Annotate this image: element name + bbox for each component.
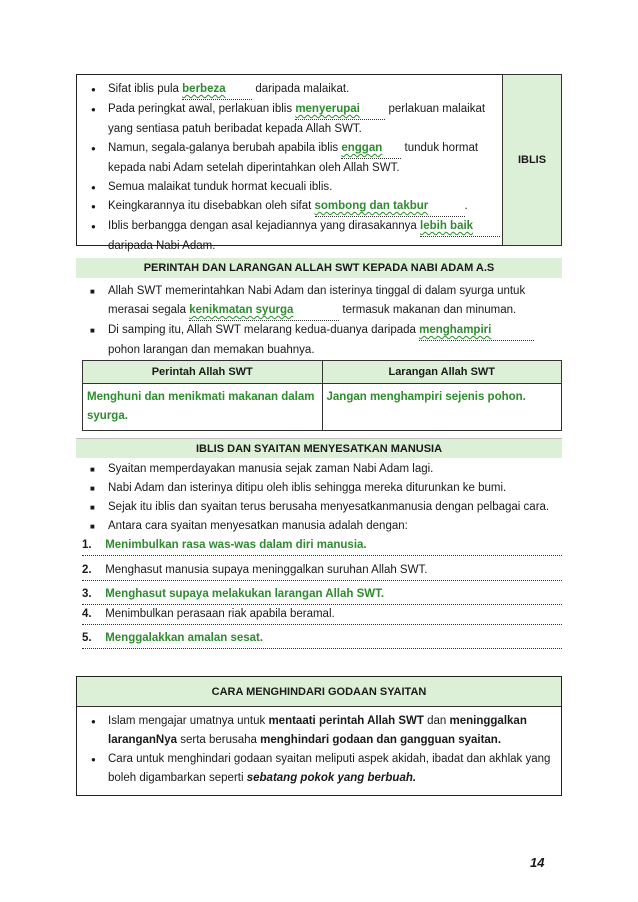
iblis-item: ● Namun, segala-galanya berubah apabila iblis enggan tunduk hormat kepada nabi Adam setelah diperintahkan oleh Allah SWT. <box>82 139 502 178</box>
iblis-list <box>82 80 502 256</box>
perintah-item: ■ Allah SWT memerintahkan Nabi Adam dan isterinya tinggal di dalam syurga untuk merasai segala kenikmatan syurga termasuk makanan dan minuman. <box>82 282 558 321</box>
syaitan-item: ■ Antara cara syaitan menyesatkan manusia adalah dengan: <box>82 517 558 536</box>
table-header-perintah: Perintah Allah SWT <box>83 361 323 384</box>
syaitan-item: ■ Sejak itu iblis dan syaitan terus berusaha menyesatkanmanusia dengan pelbagai cara. <box>82 498 558 517</box>
godaan-item: ● Islam mengajar umatnya untuk mentaati perintah Allah SWT dan meninggalkan laranganNya serta berusaha menghindari godaan dan gangguan syaitan. <box>82 712 556 750</box>
godaan-item: ● Cara untuk menghindari godaan syaitan meliputi aspek akidah, ibadat dan akhlak yang boleh digambarkan seperti sebatang pokok yang berbuah. <box>82 750 556 788</box>
numbered-item: 1. Menimbulkan rasa was-was dalam diri manusia. <box>82 535 562 556</box>
iblis-item: ● Keingkarannya itu disebabkan oleh sifat sombong dan takbur . <box>82 197 502 217</box>
perintah-heading: PERINTAH DAN LARANGAN ALLAH SWT KEPADA NABI ADAM A.S <box>76 258 562 278</box>
iblis-item: ● Pada peringkat awal, perlakuan iblis menyerupai perlakuan malaikat yang sentiasa patuh beribadat kepada Allah SWT. <box>82 100 502 139</box>
numbered-item: 3. Menghasut supaya melakukan larangan Allah SWT. <box>82 584 562 605</box>
syaitan-list <box>82 460 558 536</box>
numbered-item: 4. Menimbulkan perasaan riak apabila beramal. <box>82 604 562 625</box>
iblis-item: ● Iblis berbangga dengan asal kejadiannya yang dirasakannya lebih baik daripada Nabi Adam. <box>82 217 502 256</box>
syaitan-heading: IBLIS DAN SYAITAN MENYESATKAN MANUSIA <box>76 438 562 458</box>
godaan-heading: CARA MENGHINDARI GODAAN SYAITAN <box>77 677 561 707</box>
table-cell-perintah: Menghuni dan menikmati makanan dalam syurga. <box>83 384 323 431</box>
syaitan-item: ■ Syaitan memperdayakan manusia sejak zaman Nabi Adam lagi. <box>82 460 558 479</box>
perintah-list <box>82 282 558 360</box>
iblis-item: ● Sifat iblis pula berbeza daripada malaikat. <box>82 80 502 100</box>
table-header-larangan: Larangan Allah SWT <box>322 361 562 384</box>
syaitan-item: ■ Nabi Adam dan isterinya ditipu oleh iblis sehingga mereka diturunkan ke bumi. <box>82 479 558 498</box>
godaan-list <box>82 712 556 788</box>
iblis-side-label: IBLIS <box>502 74 562 246</box>
perintah-larangan-table <box>82 360 562 431</box>
numbered-item: 2. Menghasut manusia supaya meninggalkan suruhan Allah SWT. <box>82 560 562 581</box>
page-number: 14 <box>530 855 545 870</box>
numbered-item: 5. Menggalakkan amalan sesat. <box>82 628 562 649</box>
table-cell-larangan: Jangan menghampiri sejenis pohon. <box>322 384 562 431</box>
iblis-item: ● Semua malaikat tunduk hormat kecuali iblis. <box>82 178 502 197</box>
perintah-item: ■ Di samping itu, Allah SWT melarang kedua-duanya daripada menghampiri pohon larangan dan memakan buahnya. <box>82 321 558 360</box>
